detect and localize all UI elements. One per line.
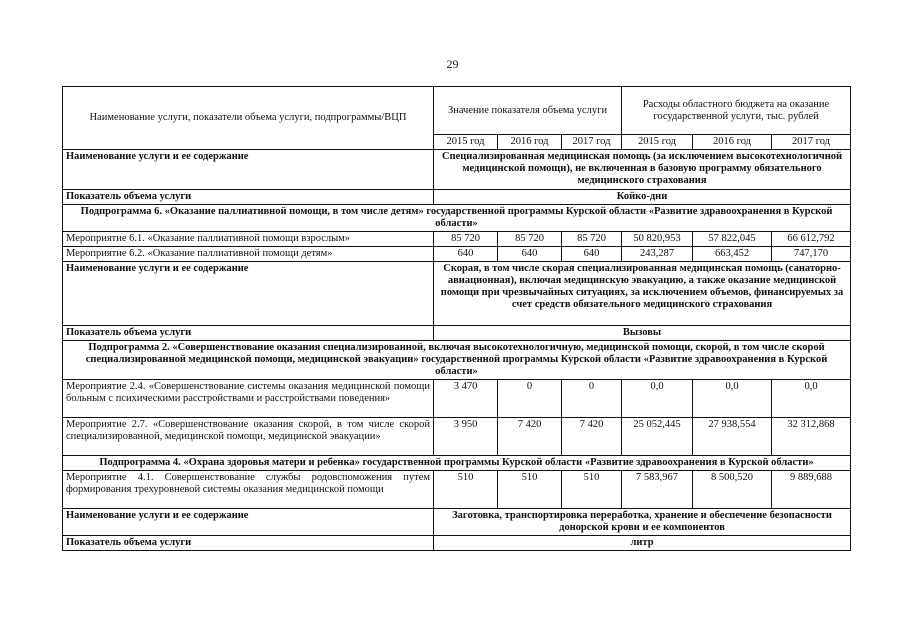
value-cell: 7 420: [498, 418, 562, 456]
measure-name: Мероприятие 2.4. «Совершенствование системы оказания медицинской помощи больным с психическими расстройствами и расстройствами поведения»: [63, 380, 434, 418]
value-cell: 7 420: [562, 418, 622, 456]
expense-cell: 0,0: [693, 380, 772, 418]
header-value: Значение показателя объема услуги: [434, 87, 622, 135]
year-header: 2017 год: [772, 135, 851, 150]
service-name-label: Наименование услуги и ее содержание: [63, 509, 434, 536]
value-cell: 85 720: [498, 232, 562, 247]
expense-cell: 66 612,792: [772, 232, 851, 247]
expense-cell: 7 583,967: [622, 471, 693, 509]
year-header: 2015 год: [434, 135, 498, 150]
service-name-value: Скорая, в том числе скорая специализированная медицинская помощь (санаторно-авиационная), включая медицинскую эвакуацию, а также оказание медицинской помощи при чрезвычайных ситуациях, за исключением объемов, финансируемых за счет средств обязательного медицинского страхования: [434, 262, 851, 326]
measure-name: Мероприятие 6.1. «Оказание паллиативной помощи взрослым»: [63, 232, 434, 247]
expense-cell: 0,0: [622, 380, 693, 418]
expense-cell: 50 820,953: [622, 232, 693, 247]
indicator-value: Вызовы: [434, 326, 851, 341]
value-cell: 510: [498, 471, 562, 509]
value-cell: 85 720: [562, 232, 622, 247]
value-cell: 0: [498, 380, 562, 418]
expense-cell: 32 312,868: [772, 418, 851, 456]
value-cell: 640: [498, 247, 562, 262]
measure-name: Мероприятие 6.2. «Оказание паллиативной помощи детям»: [63, 247, 434, 262]
service-name-label: Наименование услуги и ее содержание: [63, 262, 434, 326]
indicator-value: литр: [434, 536, 851, 551]
year-header: 2017 год: [562, 135, 622, 150]
subprogram-title: Подпрограмма 2. «Совершенствование оказания специализированной, включая высокотехнологичную, медицинской помощи, скорой, в том числе скорой специализированной медицинской помощи, медицинской эвакуации» государственной программы Курской области «Развитие здравоохранения в Курской области»: [63, 341, 851, 380]
header-expense: Расходы областного бюджета на оказание государственной услуги, тыс. рублей: [622, 87, 851, 135]
header-name: Наименование услуги, показатели объема услуги, подпрограммы/ВЦП: [63, 87, 434, 150]
indicator-label: Показатель объема услуги: [63, 190, 434, 205]
measure-name: Мероприятие 2.7. «Совершенствование оказания скорой, в том числе скорой специализированной, медицинской помощи, медицинской эвакуации»: [63, 418, 434, 456]
expense-cell: 27 938,554: [693, 418, 772, 456]
expense-cell: 0,0: [772, 380, 851, 418]
year-header: 2016 год: [693, 135, 772, 150]
expense-cell: 57 822,045: [693, 232, 772, 247]
value-cell: 0: [562, 380, 622, 418]
value-cell: 3 950: [434, 418, 498, 456]
expense-cell: 25 052,445: [622, 418, 693, 456]
value-cell: 640: [434, 247, 498, 262]
indicator-label: Показатель объема услуги: [63, 326, 434, 341]
value-cell: 640: [562, 247, 622, 262]
subprogram-title: Подпрограмма 6. «Оказание паллиативной помощи, в том числе детям» государственной программы Курской области «Развитие здравоохранения в Курской области»: [63, 205, 851, 232]
subprogram-title: Подпрограмма 4. «Охрана здоровья матери и ребенка» государственной программы Курской области «Развитие здравоохранения в Курской области»: [63, 456, 851, 471]
value-cell: 85 720: [434, 232, 498, 247]
service-name-value: Специализированная медицинская помощь (за исключением высокотехнологичной медицинской помощи), не включенная в базовую программу обязательного медицинского страхования: [434, 150, 851, 190]
measure-name: Мероприятие 4.1. Совершенствование службы родовспоможения путем формирования трехуровневой системы оказания медицинской помощи: [63, 471, 434, 509]
expense-cell: 243,287: [622, 247, 693, 262]
expense-cell: 747,170: [772, 247, 851, 262]
expense-cell: 663,452: [693, 247, 772, 262]
service-name-value: Заготовка, транспортировка переработка, хранение и обеспечение безопасности донорской крови и ее компонентов: [434, 509, 851, 536]
value-cell: 510: [434, 471, 498, 509]
indicator-value: Койко-дни: [434, 190, 851, 205]
value-cell: 510: [562, 471, 622, 509]
expense-cell: 9 889,688: [772, 471, 851, 509]
expense-cell: 8 500,520: [693, 471, 772, 509]
indicator-label: Показатель объема услуги: [63, 536, 434, 551]
year-header: 2016 год: [498, 135, 562, 150]
service-name-label: Наименование услуги и ее содержание: [63, 150, 434, 190]
year-header: 2015 год: [622, 135, 693, 150]
services-table: [62, 86, 851, 551]
value-cell: 3 470: [434, 380, 498, 418]
page-number: 29: [446, 57, 459, 71]
